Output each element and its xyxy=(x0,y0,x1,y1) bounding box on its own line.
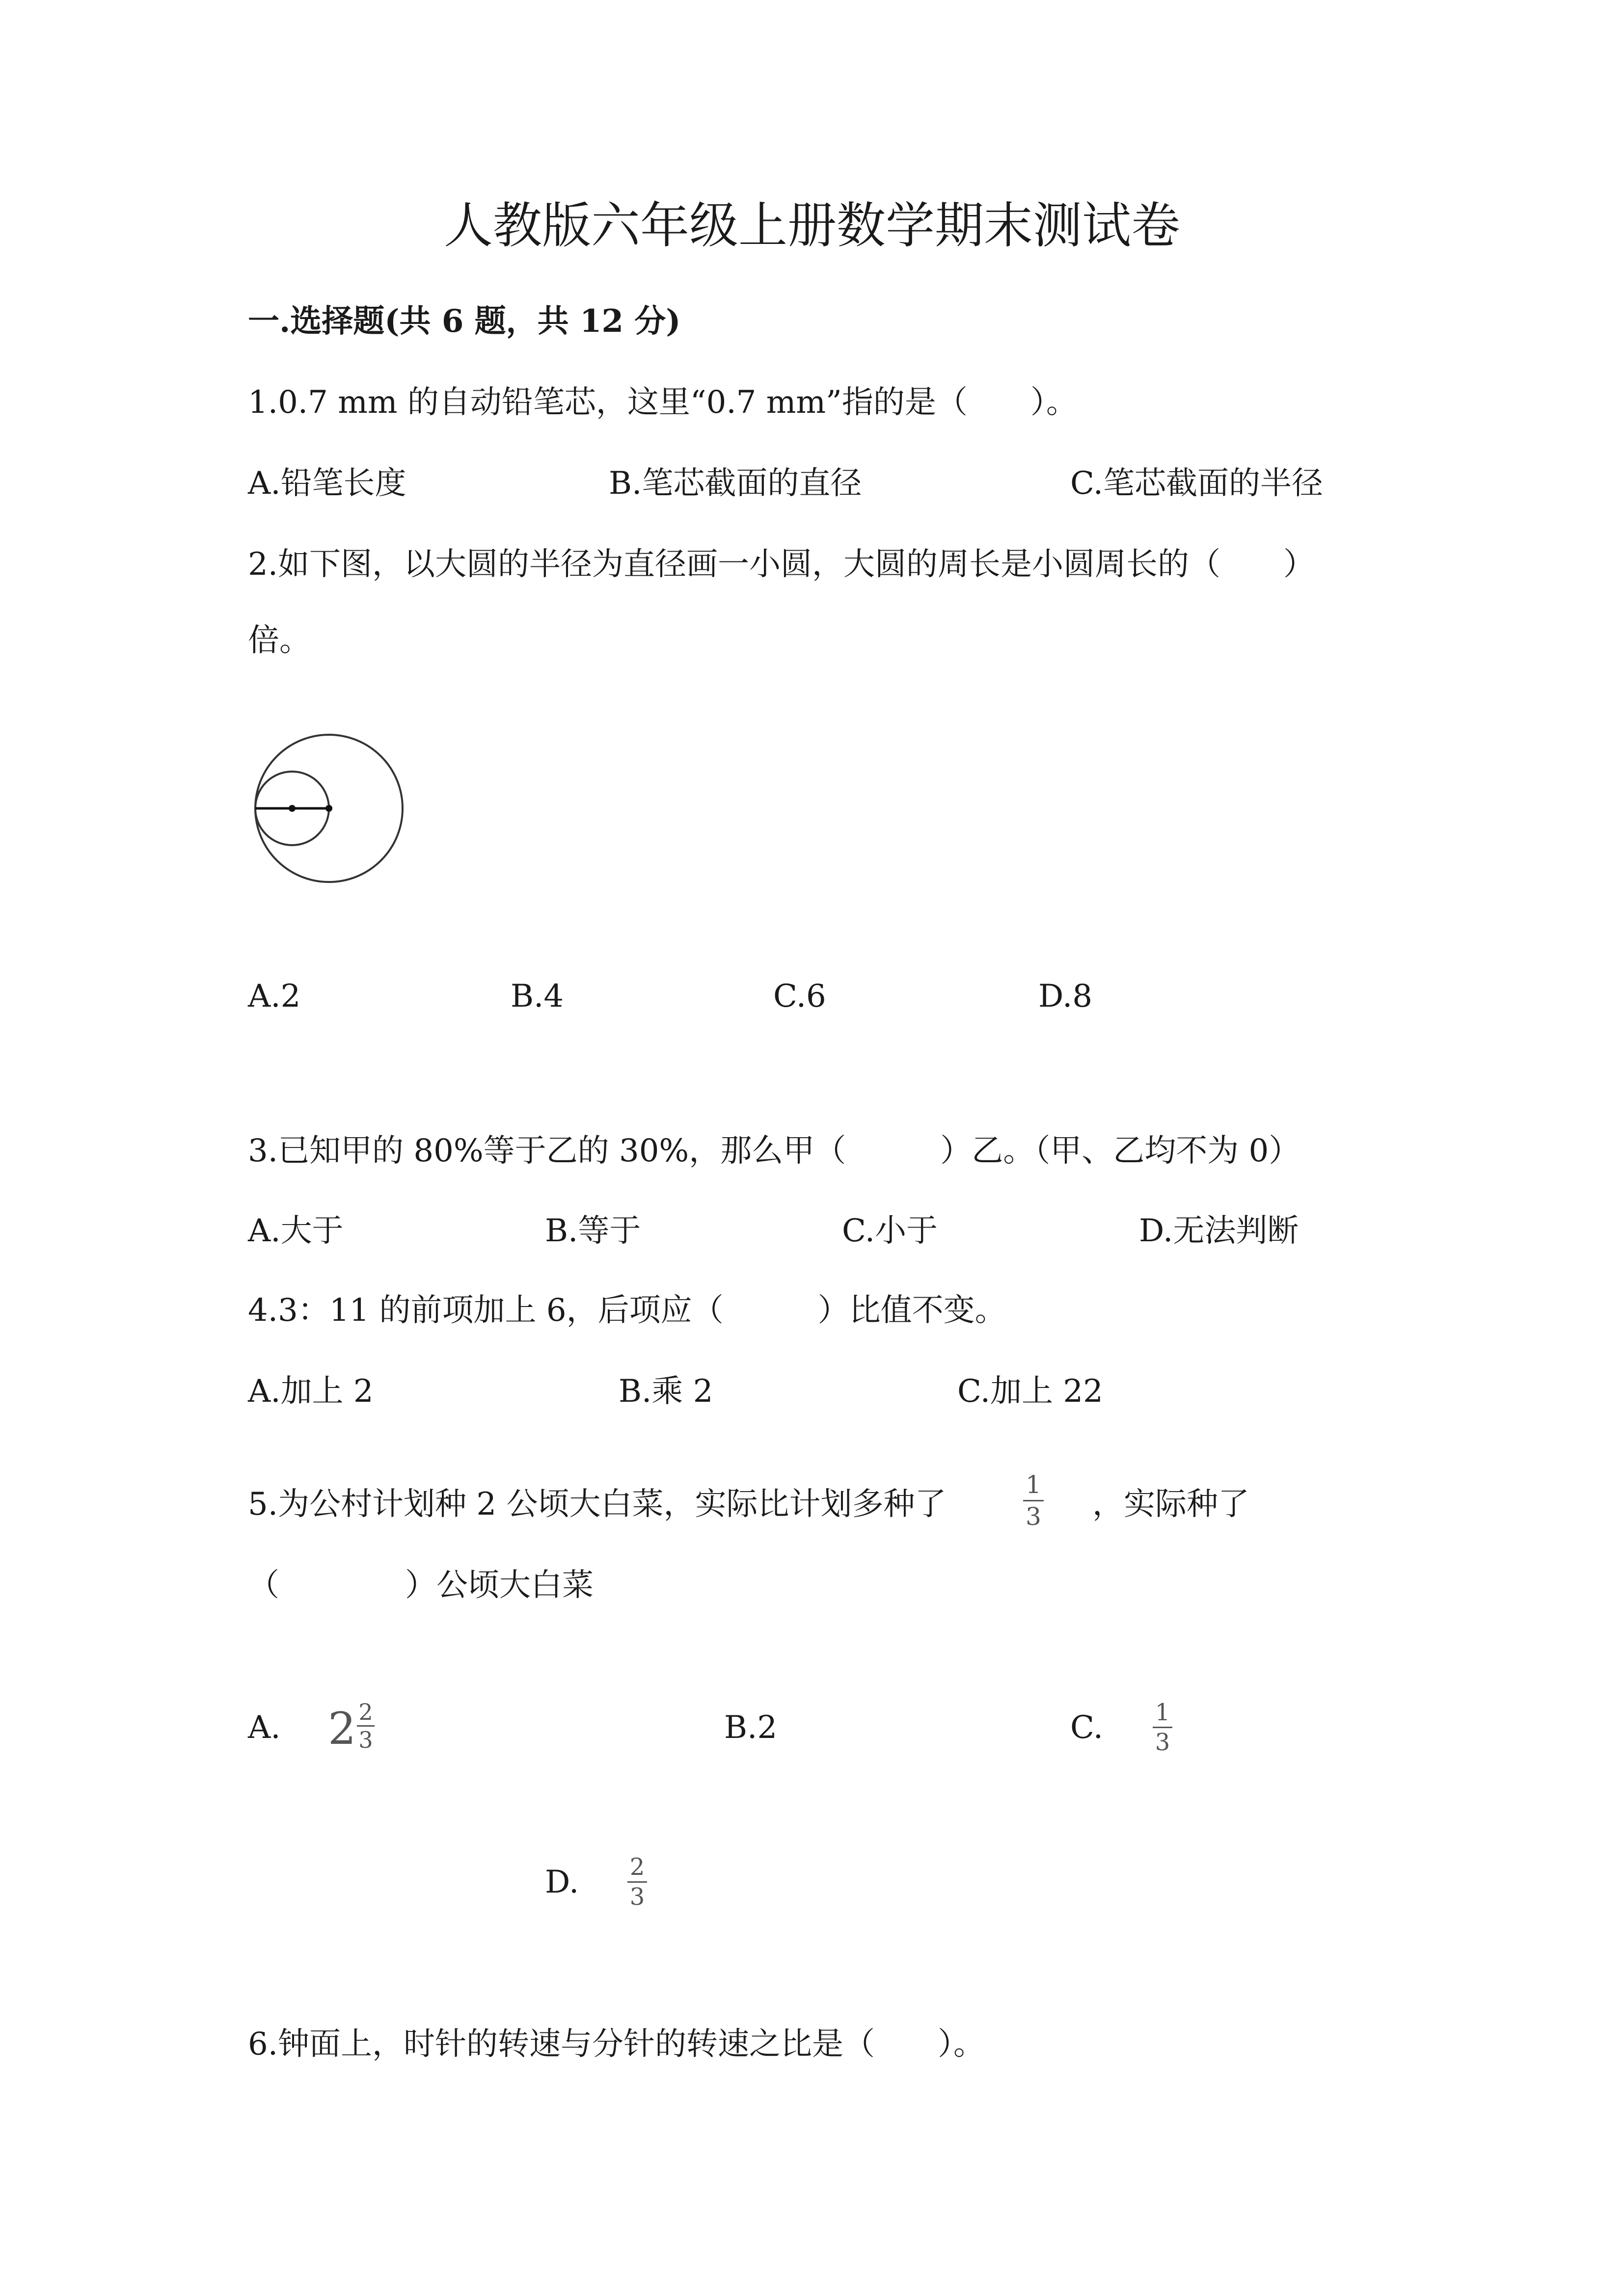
q2-option-c[interactable]: C.6 xyxy=(773,978,826,1015)
question-3: 3.已知甲的 80%等于乙的 30%，那么甲（ ）乙。（甲、乙均不为 0） xyxy=(248,1133,1300,1169)
q3-option-b[interactable]: B.等于 xyxy=(545,1213,641,1249)
q5-fraction-denominator: 3 xyxy=(1026,1502,1041,1531)
section-heading: 一.选择题(共 6 题，共 12 分) xyxy=(248,303,681,340)
q5-option-a-whole: 2 xyxy=(328,1703,356,1755)
q4-option-a[interactable]: A.加上 2 xyxy=(248,1373,374,1410)
fraction-bar xyxy=(1023,1500,1044,1501)
page-title: 人教版六年级上册数学期末测试卷 xyxy=(444,197,1180,254)
q3-option-c[interactable]: C.小于 xyxy=(842,1213,938,1249)
q3-option-d[interactable]: D.无法判断 xyxy=(1139,1213,1299,1249)
circles-diagram xyxy=(248,731,410,893)
question-6: 6.钟面上，时针的转速与分针的转速之比是（ ）。 xyxy=(248,2026,985,2062)
q5-option-b[interactable]: B.2 xyxy=(724,1709,778,1746)
q5-fraction xyxy=(1021,1472,1046,1529)
question-2-line-2: 倍。 xyxy=(248,622,311,659)
q5-option-a-denominator: 3 xyxy=(358,1727,373,1753)
q5-option-a-label[interactable]: A. xyxy=(248,1709,281,1746)
q5-option-c-numerator: 1 xyxy=(1155,1699,1170,1726)
question-5-text-before: 5.为公村计划种 2 公顷大白菜，实际比计划多种了 xyxy=(248,1486,947,1522)
q5-option-a-numerator: 2 xyxy=(358,1699,373,1725)
q5-option-d-denominator: 3 xyxy=(629,1883,645,1911)
question-5-line-2: （ ）公顷大白菜 xyxy=(248,1567,594,1603)
large-center-dot xyxy=(325,805,332,812)
q5-option-d-numerator: 2 xyxy=(629,1853,645,1881)
q5-option-a-fraction xyxy=(355,1701,377,1751)
q5-option-c-label[interactable]: C. xyxy=(1070,1709,1104,1746)
q5-option-c-fraction xyxy=(1151,1701,1174,1754)
q5-fraction-numerator: 1 xyxy=(1026,1470,1041,1499)
q2-option-a[interactable]: A.2 xyxy=(248,978,301,1015)
fraction-bar xyxy=(627,1881,647,1883)
q1-option-b[interactable]: B.笔芯截面的直径 xyxy=(609,465,862,502)
question-4: 4.3：11 的前项加上 6，后项应（ ）比值不变。 xyxy=(248,1292,1006,1329)
question-5-text-after: ，实际种了 xyxy=(1092,1486,1249,1522)
q1-option-c[interactable]: C.笔芯截面的半径 xyxy=(1070,465,1324,502)
q5-option-c-denominator: 3 xyxy=(1155,1729,1170,1756)
q2-option-b[interactable]: B.4 xyxy=(511,978,564,1015)
q2-option-d[interactable]: D.8 xyxy=(1038,978,1093,1015)
q1-option-a[interactable]: A.铅笔长度 xyxy=(248,465,406,502)
small-center-dot xyxy=(289,805,296,812)
q5-option-d-fraction xyxy=(626,1855,649,1909)
q4-option-b[interactable]: B.乘 2 xyxy=(619,1373,713,1410)
question-2-line-1: 2.如下图，以大圆的半径为直径画一小圆，大圆的周长是小圆周长的（ ） xyxy=(248,546,1315,583)
question-1: 1.0.7 mm 的自动铅笔芯，这里“0.7 mm”指的是（ ）。 xyxy=(248,384,1078,421)
q3-option-a[interactable]: A.大于 xyxy=(248,1213,344,1249)
fraction-bar xyxy=(1153,1727,1172,1728)
q4-option-c[interactable]: C.加上 22 xyxy=(957,1373,1103,1410)
q5-option-d-label[interactable]: D. xyxy=(545,1864,579,1900)
